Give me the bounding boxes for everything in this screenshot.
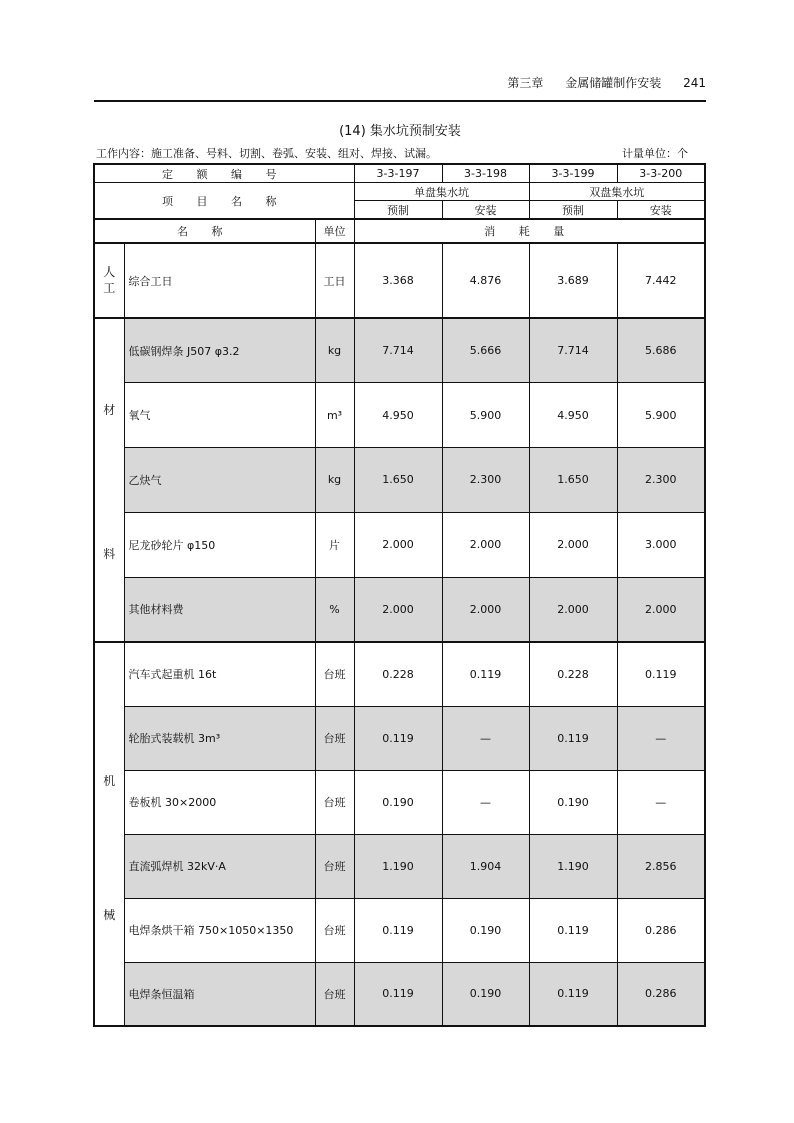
row-value: 2.000 <box>354 512 442 577</box>
sub-header: 预制 <box>354 201 442 220</box>
row-value: 5.900 <box>442 383 529 448</box>
consumption-header: 消 耗 量 <box>354 219 705 243</box>
row-value: 0.190 <box>354 770 442 834</box>
sub-header: 安装 <box>617 201 705 220</box>
row-name: 电焊条烘干箱 750×1050×1350 <box>124 898 315 962</box>
section-label: 金属储罐制作安装 <box>565 76 662 90</box>
row-unit: kg <box>315 448 354 513</box>
page-header <box>94 74 706 98</box>
row-value: — <box>617 706 705 770</box>
sub-header: 预制 <box>529 201 617 220</box>
row-value: 1.190 <box>354 834 442 898</box>
row-value: 7.714 <box>354 318 442 383</box>
row-value: 0.286 <box>617 962 705 1026</box>
row-name: 尼龙砂轮片 φ150 <box>124 512 315 577</box>
row-unit: 片 <box>315 512 354 577</box>
category-char: 械 <box>103 908 116 923</box>
code-cell: 3-3-199 <box>529 164 617 183</box>
row-value: 7.442 <box>617 243 705 318</box>
row-value: 0.119 <box>529 706 617 770</box>
row-value: 2.300 <box>617 448 705 513</box>
row-value: 3.689 <box>529 243 617 318</box>
row-value: 5.686 <box>617 318 705 383</box>
group-header: 双盘集水坑 <box>529 183 705 201</box>
row-value: 0.119 <box>529 898 617 962</box>
category-char: 料 <box>103 547 116 562</box>
row-value: 2.000 <box>442 577 529 642</box>
row-unit: % <box>315 577 354 642</box>
quota-table <box>93 163 706 1027</box>
row-name: 电焊条恒温箱 <box>124 962 315 1026</box>
row-value: 0.228 <box>354 642 442 706</box>
row-name: 直流弧焊机 32kV·A <box>124 834 315 898</box>
row-name: 其他材料费 <box>124 577 315 642</box>
row-value: 0.119 <box>354 898 442 962</box>
row-unit: 台班 <box>315 706 354 770</box>
row-value: 2.000 <box>529 577 617 642</box>
sub-header: 安装 <box>442 201 529 220</box>
row-name: 乙炔气 <box>124 448 315 513</box>
row-unit: kg <box>315 318 354 383</box>
category-char: 机 <box>103 774 116 788</box>
row-name: 轮胎式装载机 3m³ <box>124 706 315 770</box>
row-value: 1.904 <box>442 834 529 898</box>
row-name: 卷板机 30×2000 <box>124 770 315 834</box>
category-char: 材 <box>103 403 116 417</box>
page-number: 241 <box>683 76 706 90</box>
item-label: 项 目 名 称 <box>94 183 354 220</box>
code-cell: 3-3-197 <box>354 164 442 183</box>
row-value: 2.000 <box>529 512 617 577</box>
row-value: 2.300 <box>442 448 529 513</box>
row-value: 0.228 <box>529 642 617 706</box>
row-unit: 台班 <box>315 898 354 962</box>
row-value: 0.190 <box>442 898 529 962</box>
code-cell: 3-3-198 <box>442 164 529 183</box>
row-value: 2.000 <box>354 577 442 642</box>
row-name: 低碳钢焊条 J507 φ3.2 <box>124 318 315 383</box>
row-value: 7.714 <box>529 318 617 383</box>
chapter-label: 第三章 <box>507 76 544 90</box>
row-unit: 台班 <box>315 834 354 898</box>
row-value: 4.950 <box>354 383 442 448</box>
row-value: 0.119 <box>442 642 529 706</box>
row-value: 1.650 <box>354 448 442 513</box>
group-header: 单盘集水坑 <box>354 183 529 201</box>
row-value: 0.119 <box>529 962 617 1026</box>
row-value: 0.190 <box>529 770 617 834</box>
row-value: 0.119 <box>354 962 442 1026</box>
row-value: 5.900 <box>617 383 705 448</box>
row-value: 0.119 <box>354 706 442 770</box>
row-value: 0.119 <box>617 642 705 706</box>
header-rule <box>94 100 706 102</box>
category-material <box>94 318 124 642</box>
row-value: 1.190 <box>529 834 617 898</box>
category-char: 人 <box>103 264 116 279</box>
row-value: 2.000 <box>442 512 529 577</box>
name-column-header: 名 称 <box>94 219 315 243</box>
row-value: — <box>442 706 529 770</box>
table-title: (14) 集水坑预制安装 <box>339 124 461 139</box>
row-unit: 台班 <box>315 642 354 706</box>
code-cell: 3-3-200 <box>617 164 705 183</box>
category-char: 工 <box>103 280 116 295</box>
row-value: 0.190 <box>442 962 529 1026</box>
work-content: 工作内容：施工准备、号料、切割、卷弧、安装、组对、焊接、试漏。 <box>96 147 437 160</box>
unit-label: 计量单位：个 <box>622 147 688 160</box>
row-value: 4.950 <box>529 383 617 448</box>
row-unit: 台班 <box>315 962 354 1026</box>
row-value: 5.666 <box>442 318 529 383</box>
row-value: 0.286 <box>617 898 705 962</box>
row-value: 2.856 <box>617 834 705 898</box>
row-value: — <box>442 770 529 834</box>
unit-column-header: 单位 <box>315 219 354 243</box>
row-value: 4.876 <box>442 243 529 318</box>
row-unit: 工日 <box>315 243 354 318</box>
row-name: 综合工日 <box>124 243 315 318</box>
row-value: 3.368 <box>354 243 442 318</box>
row-value: 1.650 <box>529 448 617 513</box>
row-unit: m³ <box>315 383 354 448</box>
quota-label: 定 额 编 号 <box>94 164 354 183</box>
row-value: — <box>617 770 705 834</box>
row-value: 3.000 <box>617 512 705 577</box>
row-value: 2.000 <box>617 577 705 642</box>
row-name: 汽车式起重机 16t <box>124 642 315 706</box>
row-unit: 台班 <box>315 770 354 834</box>
category-machine <box>94 642 124 1026</box>
row-name: 氧气 <box>124 383 315 448</box>
category-labor <box>94 243 124 318</box>
